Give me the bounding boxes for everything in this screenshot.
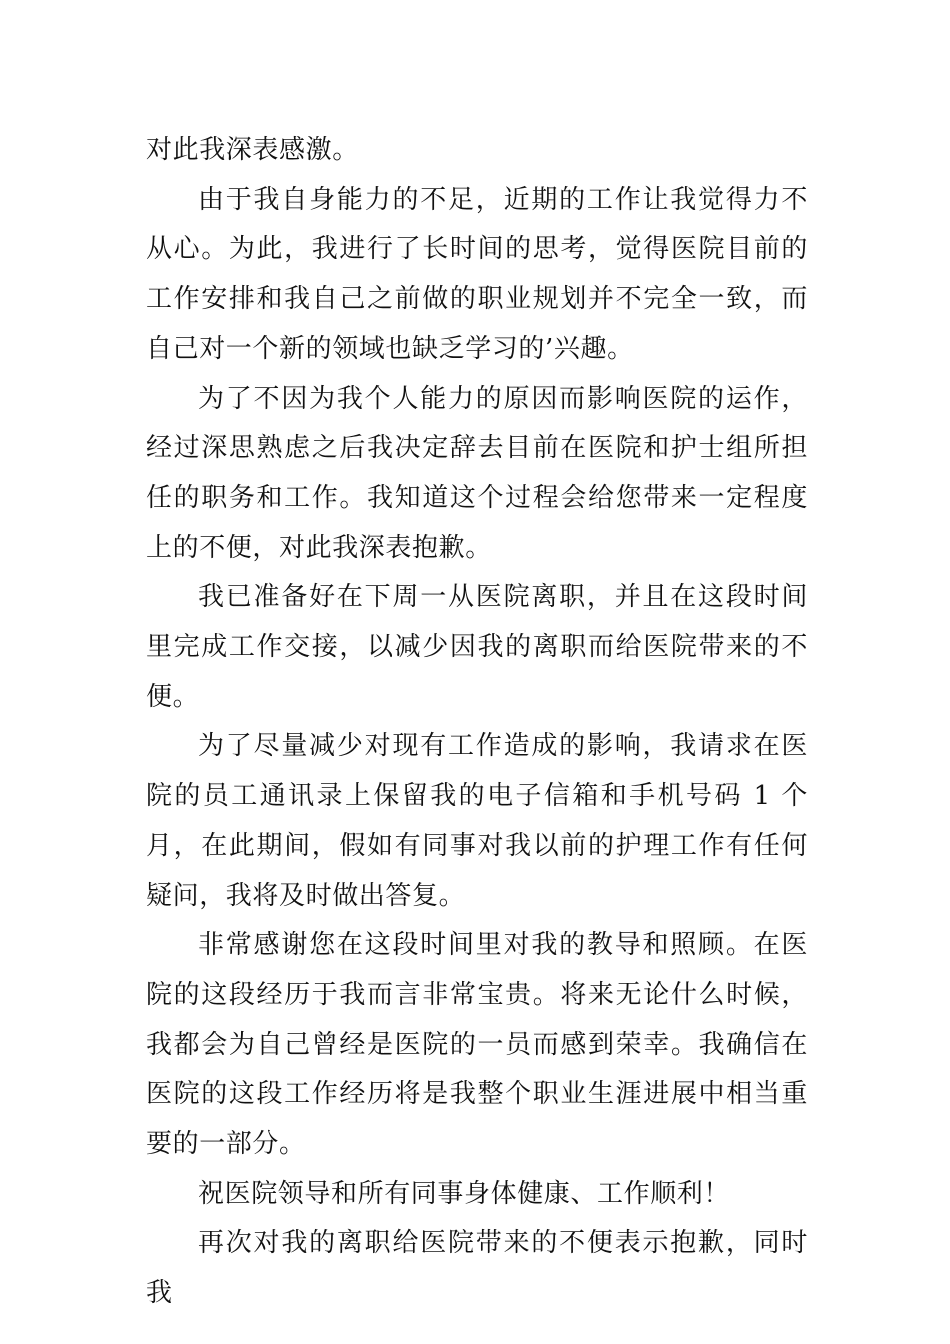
paragraph-thanks: 非常感谢您在这段时间里对我的教导和照顾。在医院的这段经历于我而言非常宝贵。将来无论什么时候，我都会为自己曾经是医院的一员而感到荣幸。我确信在医院的这段工作经历将是我整个职业生涯进展中相当重要的一部分。 (146, 930, 808, 1160)
paragraph-handover: 我已准备好在下周一从医院离职，并且在这段时间里完成工作交接，以减少因我的离职而给医院带来的不便。 (146, 582, 808, 712)
paragraph-decision: 为了不因为我个人能力的原因而影响医院的运作，经过深思熟虑之后我决定辞去目前在医院和护士组所担任的职务和工作。我知道这个过程会给您带来一定程度上的不便，对此我深表抱歉。 (146, 383, 808, 563)
paragraph-contact: 为了尽量减少对现有工作造成的影响，我请求在医院的员工通讯录上保留我的电子信箱和手机号码 1 个月，在此期间，假如有同事对我以前的护理工作有任何疑问，我将及时做出答复。 (146, 731, 808, 911)
paragraph-wishes: 祝医院领导和所有同事身体健康、工作顺利！ (198, 1178, 731, 1209)
paragraph-apology: 再次对我的离职给医院带来的不便表示抱歉，同时我 (146, 1228, 808, 1309)
letter-body (146, 126, 808, 1319)
paragraph-continuation: 对此我深表感激。 (146, 135, 359, 165)
paragraph-reason: 由于我自身能力的不足，近期的工作让我觉得力不从心。为此，我进行了长时间的思考，觉得医院目前的工作安排和我自己之前做的职业规划并不完全一致，而自己对一个新的领域也缺乏学习的’兴趣。 (146, 184, 808, 364)
